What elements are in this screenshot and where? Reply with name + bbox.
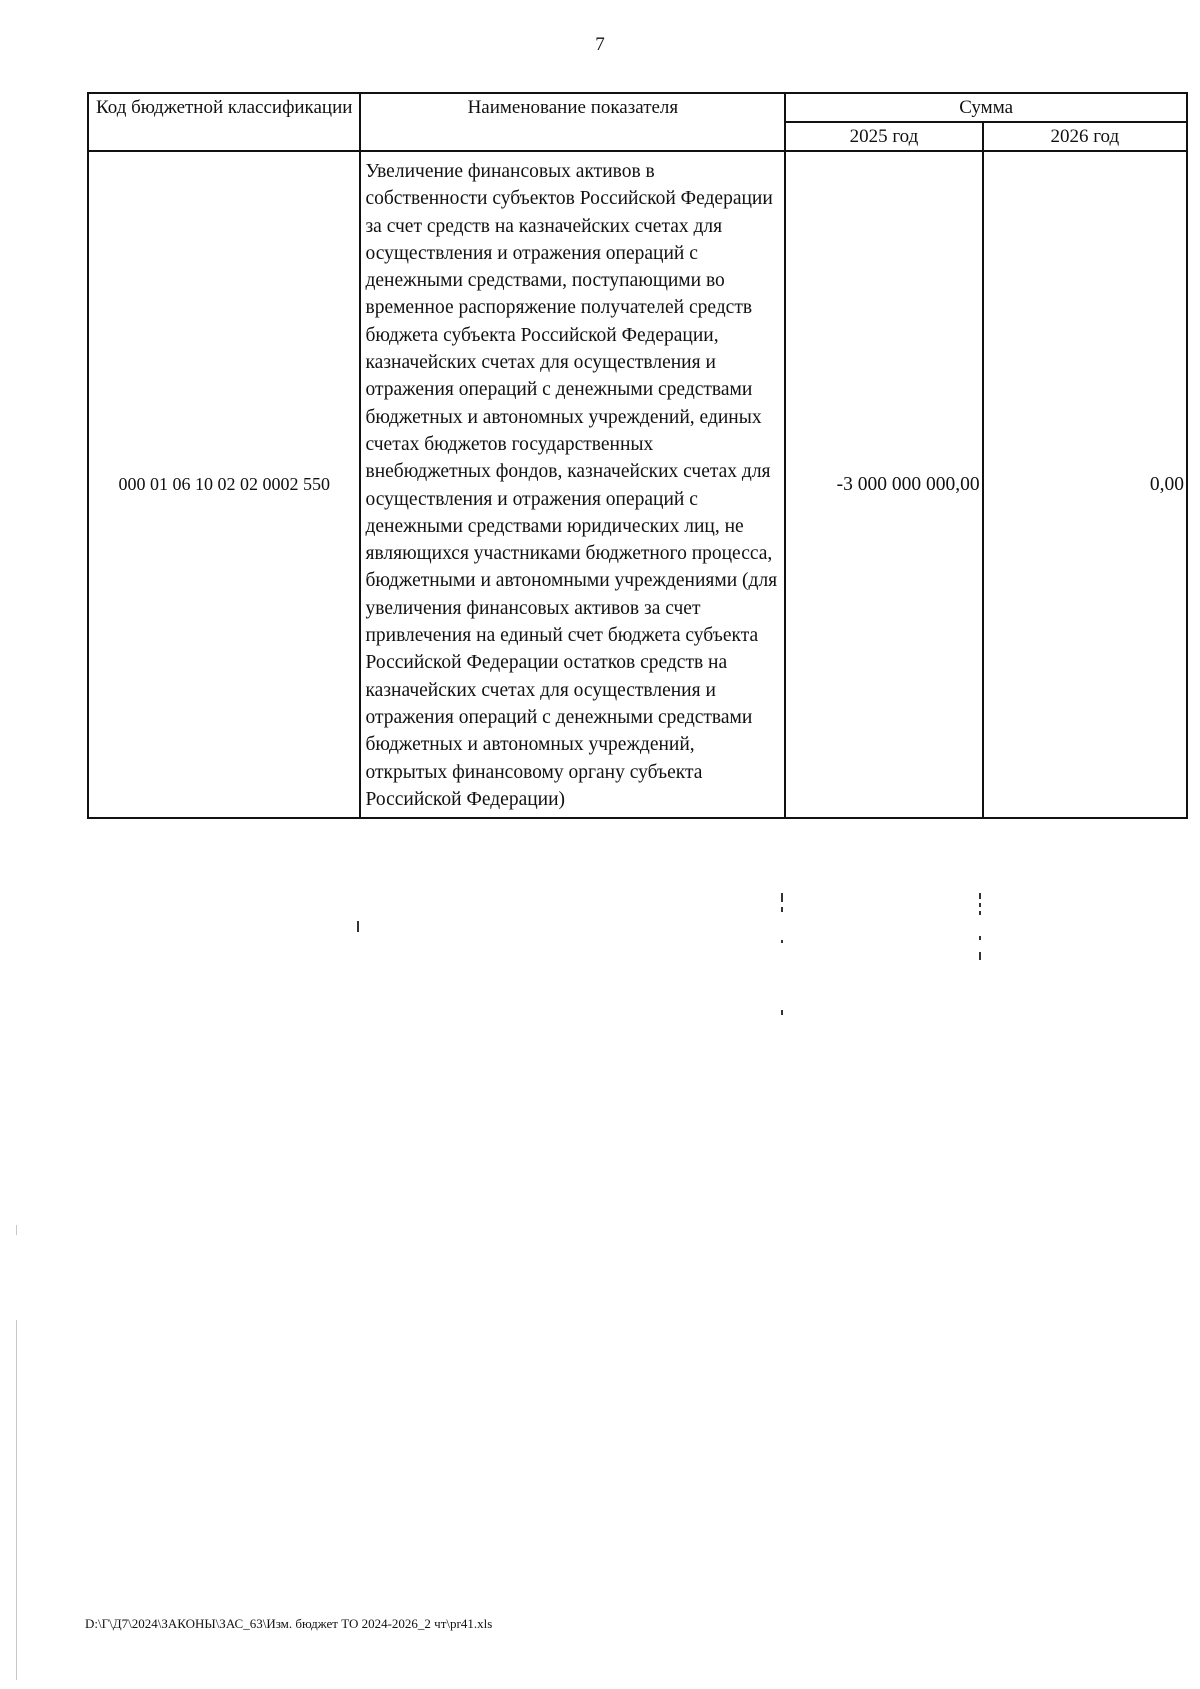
row-code: 000 01 06 10 02 02 0002 550 [88,151,360,818]
scan-mark [781,907,783,912]
table-header-row [88,93,1187,122]
budget-table [87,92,1188,819]
scan-mark [979,952,981,960]
row-name: Увеличение финансовых активов в собственности субъектов Российской Федерации за счет средств на казначейских счетах для осуществления и отражения операций с денежными средствами, поступающими во временное распоряжение получателей средств бюджета субъекта Российской Федерации, казначейских счетах для осуществления и отражения операций с денежными средствами бюджетных и автономных учреждений, единых счетах бюджетов государственных внебюджетных фондов, казначейских счетах для осуществления и отражения операций с денежными средствами юридических лиц, не являющихся участниками бюджетного процесса, бюджетными и автономными учреждениями (для увеличения финансовых активов за счет привлечения на единый счет бюджета субъекта Российской Федерации остатков средств на казначейских счетах для осуществления и отражения операций с денежными средствами бюджетных и автономных учреждений, открытых финансовому органу субъекта Российской Федерации) [360,151,785,818]
header-year-2026: 2026 год [983,122,1187,151]
file-path-footer: D:\Г\Д7\2024\ЗАКОНЫ\ЗАС_63\Изм. бюджет ТО 2024-2026_2 чт\pr41.xls [85,1616,493,1631]
scan-side-mark [16,1225,17,1235]
header-year-2025: 2025 год [785,122,982,151]
row-value-2026: 0,00 [983,151,1187,818]
scan-mark [357,921,359,932]
header-sum: Сумма [785,93,1187,122]
table-row [88,151,1187,818]
scan-mark [979,893,981,899]
header-name: Наименование показателя [360,93,785,151]
header-code: Код бюджетной классификации [88,93,360,151]
scan-mark [979,903,981,907]
scan-side-mark [16,1320,17,1680]
scan-mark [781,940,783,943]
scan-mark [979,936,981,940]
page-number: 7 [595,34,605,55]
scan-mark [979,911,981,915]
scan-mark [781,893,783,902]
scan-mark [781,1010,783,1015]
row-value-2025: -3 000 000 000,00 [785,151,982,818]
